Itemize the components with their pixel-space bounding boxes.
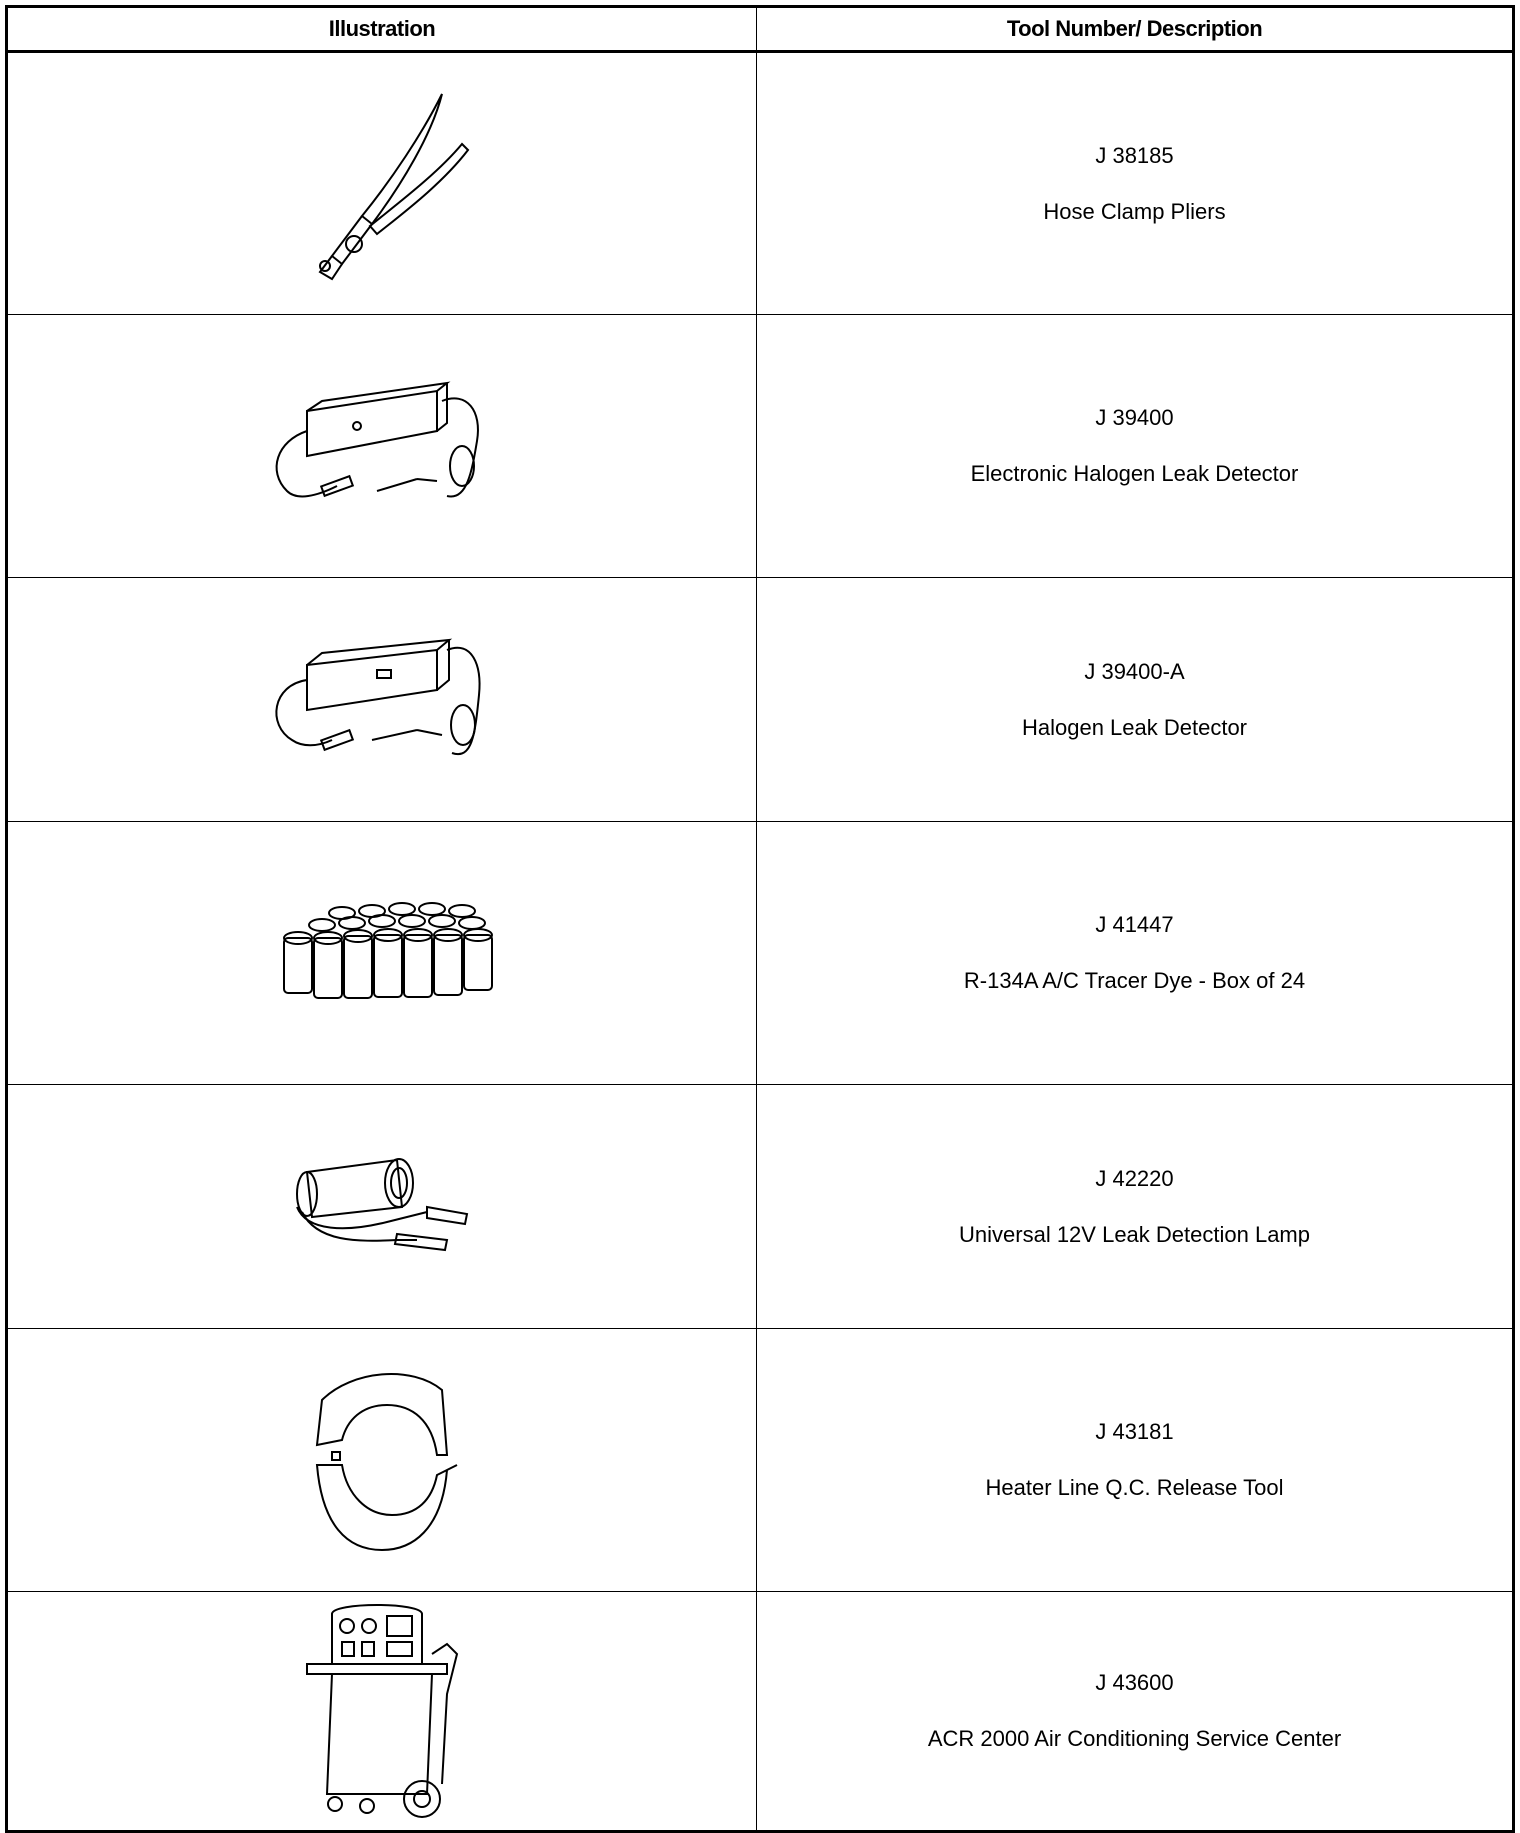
tool-number: J 43181 [1095, 1419, 1174, 1444]
illustration-cell [7, 578, 757, 822]
tool-description: R-134A A/C Tracer Dye - Box of 24 [963, 968, 1306, 993]
tool-description: Universal 12V Leak Detection Lamp [959, 1221, 1310, 1247]
hose-clamp-pliers-icon [262, 84, 502, 284]
description-cell [757, 52, 1514, 315]
illustration-header: Illustration [7, 7, 757, 52]
description-cell [757, 1592, 1514, 1832]
description-cell [757, 1329, 1514, 1592]
table-row [7, 578, 1514, 822]
halogen-leak-detector-icon [267, 625, 497, 775]
table-row [7, 315, 1514, 578]
illustration-cell [7, 1592, 757, 1832]
tool-description: Hose Clamp Pliers [1043, 198, 1226, 224]
description-cell [757, 822, 1514, 1085]
description-cell [757, 315, 1514, 578]
tool-number: J 39400-A [1084, 658, 1185, 684]
tool-number: J 39400 [1095, 405, 1174, 430]
table-row [7, 52, 1514, 315]
tool-description: ACR 2000 Air Conditioning Service Center [927, 1726, 1342, 1751]
table-row [7, 1085, 1514, 1329]
tool-number: J 42220 [1095, 1165, 1174, 1191]
table-header-row [7, 7, 1514, 52]
description-header: Tool Number/ Description [757, 7, 1514, 52]
illustration-cell [7, 1329, 757, 1592]
tracer-dye-bottles-icon [262, 893, 502, 1013]
illustration-cell [7, 1085, 757, 1329]
table-row [7, 1329, 1514, 1592]
description-cell [757, 578, 1514, 822]
table-row [7, 822, 1514, 1085]
electronic-leak-detector-icon [267, 371, 497, 521]
illustration-cell [7, 315, 757, 578]
release-tool-icon [292, 1360, 472, 1560]
ac-service-center-icon [297, 1594, 467, 1829]
leak-detection-lamp-icon [267, 1152, 497, 1262]
tool-number: J 41447 [1095, 912, 1174, 937]
special-tools-table [5, 5, 1515, 1833]
description-cell [757, 1085, 1514, 1329]
illustration-cell [7, 822, 757, 1085]
tool-description: Heater Line Q.C. Release Tool [985, 1475, 1284, 1500]
tool-description: Electronic Halogen Leak Detector [970, 461, 1299, 486]
tool-number: J 43600 [1095, 1670, 1174, 1695]
tool-description: Halogen Leak Detector [1021, 714, 1248, 740]
illustration-cell [7, 52, 757, 315]
table-row [7, 1592, 1514, 1832]
tool-number: J 38185 [1095, 142, 1174, 168]
